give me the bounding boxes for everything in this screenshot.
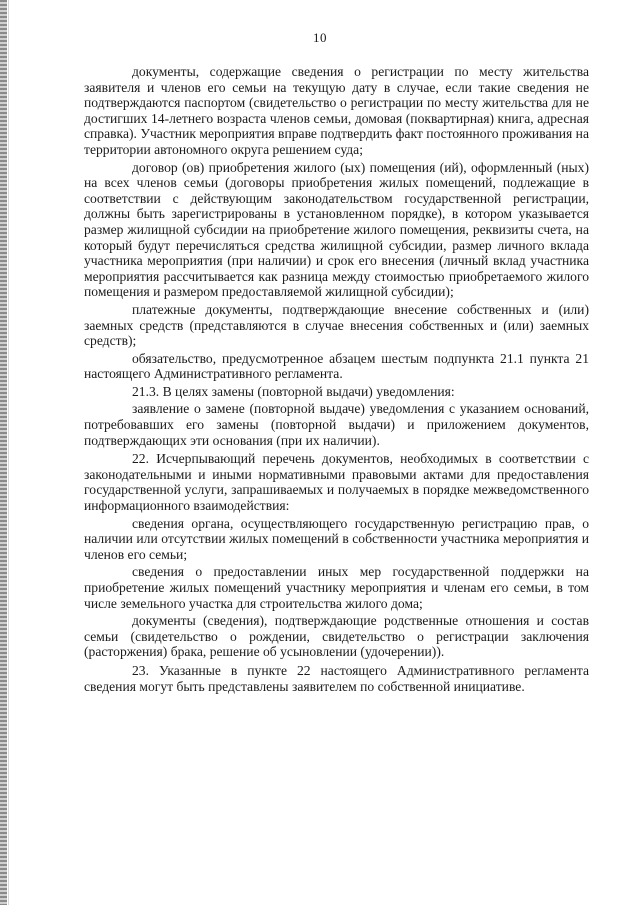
scan-edge-line [8,0,9,905]
paragraph-registration-docs: документы, содержащие сведения о регистрации по месту жительства заявителя и членов его семьи на текущую дату в случае, если такие сведения не подтверждаются паспортом (свидетельство о регистрации по месту жительства для не достигших 14-летнего возраста членов семьи, домовая (поквартирная) книга, адресная справка). Участник мероприятия вправе подтвердить факт постоянного проживания на территории автономного округа решением суда; [84,64,589,157]
paragraph-support-info: сведения о предоставлении иных мер государственной поддержки на приобретение жилых помещений участнику мероприятия и членам его семьи, в том числе земельного участка для строительства жилого дома; [84,564,589,611]
paragraph-payment-docs: платежные документы, подтверждающие внесение собственных и (или) заемных средств (представляются в случае внесения собственных и (или) заемных средств); [84,301,589,349]
scan-edge [0,0,7,905]
page-number: 10 [313,30,327,45]
document-body [84,64,589,694]
paragraph-purchase-contract: договор (ов) приобретения жилого (ых) помещения (ий), оформленный (ных) на всех членов семьи (договоры приобретения жилых помещений, подлежащие в соответствии с действующим законодательством государственной регистрации, должны быть зарегистрированы в установленном порядке), в котором указывается размер жилищной субсидии на приобретение жилого помещения, реквизиты счета, на который будут перечисляться средства жилищной субсидии, размер личного вклада участника мероприятия (при наличии) и срок его внесения (личный вклад участника мероприятия рассчитывается как разница между стоимостью приобретаемого жилого помещения и размером предоставляемой жилищной субсидии); [84,159,589,300]
paragraph-21-3: 21.3. В целях замены (повторной выдачи) уведомления: [132,383,455,399]
paragraph-obligation: обязательство, предусмотренное абзацем шестым подпункта 21.1 пункта 21 настоящего Административного регламента. [84,350,589,382]
paragraph-family-docs: документы (сведения), подтверждающие родственные отношения и состав семьи (свидетельство о рождении, свидетельство о регистрации заключения (расторжения) брака, решение об усыновлении (удочерении)). [84,613,589,660]
paragraph-23: 23. Указанные в пункте 22 настоящего Административного регламента сведения могут быть представлены заявителем по собственной инициативе. [84,662,589,694]
paragraph-replacement-application: заявление о замене (повторной выдаче) уведомления с указанием оснований, потребовавших его замены (повторной выдачи) и приложением документов, подтверждающих эти основания (при их наличии). [84,401,589,448]
paragraph-registration-info: сведения органа, осуществляющего государственную регистрацию прав, о наличии или отсутствии жилых помещений в собственности участника мероприятия и членов его семьи; [84,515,589,562]
paragraph-22: 22. Исчерпывающий перечень документов, необходимых в соответствии с законодательными и иными нормативными правовыми актами для предоставления государственной услуги, запрашиваемых и получаемых в порядке межведомственного информационного взаимодействия: [84,451,589,514]
